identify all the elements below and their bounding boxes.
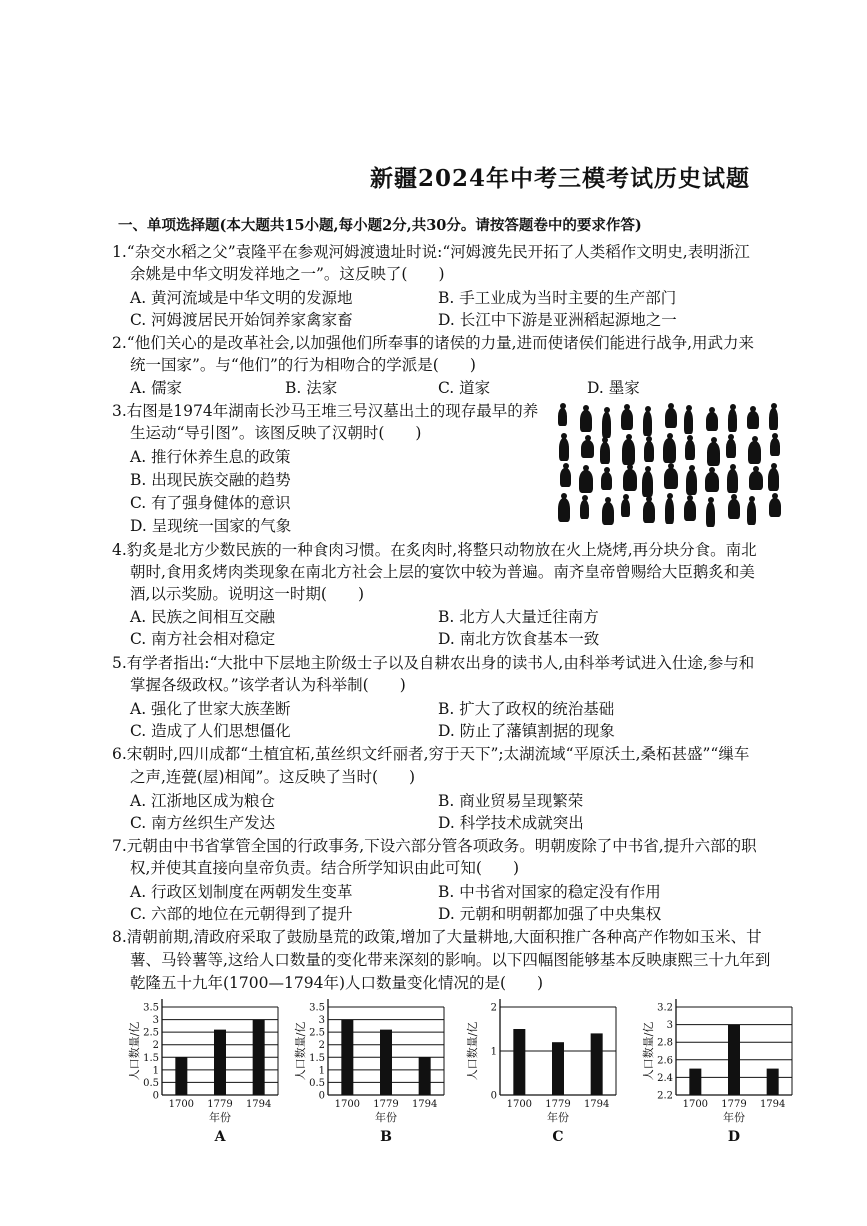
daoyin-figure-head: [561, 433, 567, 439]
daoyin-figure-head: [646, 436, 652, 442]
y-tick-label: 1.5: [309, 1052, 325, 1064]
daoyin-figure: [643, 501, 655, 523]
daoyin-figure: [642, 471, 653, 497]
question-3-option-b: B. 出现民族交融的趋势: [130, 471, 291, 489]
daoyin-figure: [770, 438, 780, 456]
daoyin-figure-head: [708, 497, 714, 503]
daoyin-figure-head: [709, 467, 715, 473]
daoyin-figure: [580, 500, 589, 519]
y-tick-label: 3: [318, 1015, 325, 1027]
bar: [728, 1025, 740, 1095]
question-4-line-3: 酒,以示奖励。说明这一时期( ): [130, 585, 365, 603]
question-6-option-b: B. 商业贸易呈现繁荣: [438, 792, 584, 810]
daoyin-figure: [663, 438, 676, 463]
y-tick-label: 2.5: [143, 1027, 159, 1039]
daoyin-figure: [728, 409, 737, 432]
question-3-option-d: D. 呈现统一国家的气象: [130, 517, 292, 535]
population-chart-d: [644, 995, 804, 1145]
question-3-option-c: C. 有了强身健体的意识: [130, 494, 291, 512]
y-tick-label: 3.5: [309, 1002, 325, 1014]
x-tick-label: 1779: [207, 1099, 233, 1110]
y-tick-label: 1: [490, 1046, 497, 1058]
daoyin-figure: [705, 472, 719, 492]
y-axis-label: 人口数量/亿: [128, 1021, 141, 1081]
question-5-option-b: B. 扩大了政权的统治基础: [438, 700, 615, 718]
daoyin-figure-head: [689, 465, 695, 471]
daoyin-figure-head: [753, 466, 759, 472]
question-2-option-b: B. 法家: [285, 379, 338, 397]
daoyin-figure: [769, 498, 781, 517]
y-tick-label: 0: [152, 1090, 159, 1102]
daoyin-figure-head: [668, 463, 674, 469]
x-tick-label: 1794: [759, 1099, 786, 1110]
question-6-option-a: A. 江浙地区成为粮仓: [130, 792, 276, 810]
daoyin-figure-head: [645, 466, 651, 472]
daoyin-figure-head: [752, 436, 758, 442]
y-tick-label: 2.8: [657, 1037, 673, 1049]
question-4-line-1: 4.豹炙是北方少数民族的一种食肉习惯。在炙肉时,将整只动物放在火上烧烤,再分块分食。南北: [112, 541, 757, 559]
x-axis-label: 年份: [375, 1111, 397, 1124]
question-2-option-d: D. 墨家: [587, 379, 640, 397]
y-tick-label: 3.5: [143, 1002, 159, 1014]
daoyin-figure-head: [627, 464, 633, 470]
question-3-line-1: 3.右图是1974年湖南长沙马王堆三号汉墓出土的现存最早的养: [112, 402, 539, 420]
daoyin-figure: [747, 411, 759, 429]
y-tick-label: 1: [318, 1065, 325, 1077]
x-axis-label: 年份: [209, 1111, 231, 1124]
daoyin-figure: [558, 408, 567, 426]
question-5-option-a: A. 强化了世家大族垄断: [130, 700, 291, 718]
daoyin-figure: [621, 409, 633, 430]
daoyin-figure: [685, 440, 695, 460]
population-chart-a: [130, 995, 290, 1145]
bar: [767, 1069, 779, 1095]
daoyin-figure-head: [626, 434, 632, 440]
bar: [552, 1042, 564, 1095]
question-2-option-c: C. 道家: [438, 379, 491, 397]
daoyin-figure-head: [731, 494, 737, 500]
question-6-line-2: 之声,连甍(屋)相闻”。这反映了当时( ): [130, 768, 416, 786]
daoyin-figure: [600, 442, 610, 464]
y-tick-label: 2.5: [309, 1027, 325, 1039]
chart-option-label: B: [380, 1129, 392, 1145]
daoyin-figure-head: [605, 497, 611, 503]
daoyin-figure: [727, 469, 738, 493]
y-tick-label: 3.2: [657, 1002, 673, 1014]
population-chart-c: [468, 995, 628, 1145]
page-title: 新疆2024年中考三模考试历史试题: [370, 165, 751, 192]
daoyin-figure-head: [668, 403, 674, 409]
daoyin-figure-head: [711, 437, 717, 443]
question-8-line-3: 乾隆五十九年(1700—1794年)人口数量变化情况的是( ): [130, 974, 544, 992]
daoyin-figure: [684, 410, 693, 434]
section-heading: 一、单项选择题(本大题共15小题,每小题2分,共30分。请按答题卷中的要求作答): [118, 217, 642, 234]
daoyin-figure-head: [771, 463, 777, 469]
bar: [253, 1020, 265, 1095]
daoyin-figure: [728, 499, 740, 519]
daoyin-figure: [664, 468, 678, 489]
x-tick-label: 1700: [168, 1099, 195, 1110]
y-tick-label: 2.6: [657, 1055, 673, 1067]
x-tick-label: 1779: [545, 1099, 571, 1110]
daoyin-figure: [686, 470, 697, 495]
daoyin-figure-head: [563, 463, 569, 469]
question-8-line-2: 薯、马铃薯等,这给人口数量的变化带来深刻的影响。以下四幅图能够基本反映康熙三十九年到: [130, 951, 771, 969]
question-6-option-d: D. 科学技术成就突出: [438, 814, 584, 832]
daoyin-figure-head: [645, 406, 651, 412]
daoyin-figure-head: [749, 496, 755, 502]
chart-option-label: D: [727, 1129, 741, 1145]
y-axis-label: 人口数量/亿: [466, 1021, 479, 1081]
daoyin-figure: [747, 501, 756, 525]
question-1-option-d: D. 长江中下游是亚洲稻起源地之一: [438, 311, 677, 329]
question-7-option-b: B. 中书省对国家的稳定没有作用: [438, 883, 661, 901]
question-6-line-1: 6.宋朝时,四川成都“土植宜柘,茧丝织文纤丽者,穷于天下”;太湖流域“平原沃土,桑柘甚盛”“缫车: [112, 745, 750, 763]
chart-option-label: A: [214, 1129, 226, 1145]
question-7-option-a: A. 行政区划制度在两朝发生变革: [130, 883, 353, 901]
bar: [513, 1029, 525, 1095]
question-7-line-1: 7.元朝由中书省掌管全国的行政事务,下设六部分管各项政务。明朝废除了中书省,提升六部的职: [112, 837, 757, 855]
daoyin-figure-head: [772, 493, 778, 499]
y-tick-label: 0.5: [143, 1077, 159, 1089]
daoyin-figure: [580, 410, 592, 432]
question-3-line-2: 生运动“导引图”。该图反映了汉朝时( ): [130, 424, 422, 442]
question-7-option-c: C. 六部的地位在元朝得到了提升: [130, 905, 353, 923]
daoyin-figure-head: [667, 433, 673, 439]
daoyin-figure-head: [750, 406, 756, 412]
daoyin-figure: [644, 441, 654, 462]
bar: [214, 1030, 226, 1095]
bar: [175, 1057, 187, 1095]
y-tick-label: 2.4: [657, 1072, 673, 1084]
question-4-option-c: C. 南方社会相对稳定: [130, 630, 276, 648]
y-tick-label: 2: [152, 1040, 159, 1052]
y-tick-label: 0: [490, 1090, 497, 1102]
daoyin-figure-head: [561, 493, 567, 499]
daoyin-figure: [622, 439, 635, 465]
daoyin-figure: [623, 469, 637, 491]
daoyin-figure: [621, 499, 630, 517]
daoyin-figure-head: [646, 496, 652, 502]
question-2-line-2: 统一国家”。与“他们”的行为相吻合的学派是( ): [130, 356, 476, 374]
daoyin-figure: [602, 502, 614, 525]
daoyin-figure-head: [730, 404, 736, 410]
daoyin-figure-head: [583, 465, 589, 471]
x-tick-label: 1779: [721, 1099, 747, 1110]
question-7-line-2: 权,并使其直接向皇帝负责。结合所学知识由此可知( ): [130, 859, 520, 877]
daoyin-figure-head: [623, 494, 629, 500]
daoyin-figure: [665, 498, 674, 524]
question-1-line-1: 1.“杂交水稻之父”袁隆平在参观河姆渡遗址时说:“河姆渡先民开拓了人类稻作文明史,表明浙江: [112, 243, 750, 261]
population-chart-b: [296, 995, 456, 1145]
question-2-line-1: 2.“他们关心的是改革社会,以加强他们所奉事的诸侯的力量,进而使诸侯们能进行战争,用武力来: [112, 334, 754, 352]
question-1-line-2: 余姚是中华文明发祥地之一”。这反映了( ): [130, 265, 445, 283]
question-2-option-a: A. 儒家: [130, 379, 183, 397]
question-5-option-c: C. 造成了人们思想僵化: [130, 722, 291, 740]
daoyin-figure-head: [687, 495, 693, 501]
daoyin-figure-head: [772, 433, 778, 439]
question-4-line-2: 朝时,食用炙烤肉类现象在南北方社会上层的宴饮中较为普遍。南齐皇帝曾赐给大臣鹅炙和美: [130, 563, 755, 581]
question-5-line-1: 5.有学者指出:“大批中下层地主阶级士子以及自耕农出身的读书人,由科举考试进入仕途,参与和: [112, 654, 755, 672]
y-tick-label: 3: [666, 1020, 673, 1032]
daoyin-figure: [579, 470, 593, 493]
y-tick-label: 2: [318, 1040, 325, 1052]
y-tick-label: 1.5: [143, 1052, 159, 1064]
y-tick-label: 2.2: [657, 1090, 673, 1102]
bar: [689, 1069, 701, 1095]
daoyin-figure-head: [730, 464, 736, 470]
x-tick-label: 1700: [334, 1099, 361, 1110]
daoyin-figure: [748, 441, 761, 464]
question-4-option-d: D. 南北方饮食基本一致: [438, 630, 600, 648]
daoyin-figure-head: [604, 467, 610, 473]
bar: [591, 1033, 603, 1095]
daoyin-figure-head: [583, 405, 589, 411]
x-tick-label: 1700: [506, 1099, 533, 1110]
y-tick-label: 1: [152, 1065, 159, 1077]
daoyin-figure-head: [667, 493, 673, 499]
daoyin-figure-head: [709, 407, 715, 413]
bar: [341, 1020, 353, 1095]
x-tick-label: 1794: [245, 1099, 272, 1110]
daoyin-figure-head: [582, 495, 588, 501]
question-5-line-2: 掌握各级政权。”该学者认为科举制( ): [130, 676, 406, 694]
daoyin-figure: [684, 500, 696, 521]
daoyin-figure-head: [686, 405, 692, 411]
x-tick-label: 1794: [411, 1099, 438, 1110]
daoyin-figure-head: [687, 435, 693, 441]
daoyin-figure-head: [728, 434, 734, 440]
daoyin-figure-head: [624, 404, 630, 410]
bar: [419, 1057, 431, 1095]
y-tick-label: 3: [152, 1015, 159, 1027]
question-1-option-b: B. 手工业成为当时主要的生产部门: [438, 289, 677, 307]
x-tick-label: 1794: [583, 1099, 610, 1110]
x-axis-label: 年份: [723, 1111, 745, 1124]
question-7-option-d: D. 元朝和明朝都加强了中央集权: [438, 905, 662, 923]
daoyin-figure: [726, 439, 736, 458]
y-tick-label: 0.5: [309, 1077, 325, 1089]
daoyin-figure-head: [771, 403, 777, 409]
daoyin-figure: [769, 408, 778, 430]
question-8-line-1: 8.清朝前期,清政府采取了鼓励垦荒的政策,增加了大量耕地,大面积推广各种高产作物如玉米、甘: [112, 928, 762, 946]
daoyin-figure: [749, 471, 763, 490]
bar: [380, 1030, 392, 1095]
daoyin-figure: [665, 408, 677, 428]
question-4-option-b: B. 北方人大量迁往南方: [438, 608, 599, 626]
daoyin-figure: [706, 412, 718, 431]
daoyin-figure: [581, 440, 594, 458]
y-axis-label: 人口数量/亿: [294, 1021, 307, 1081]
x-axis-label: 年份: [547, 1111, 569, 1124]
daoyin-figure-head: [585, 435, 591, 441]
daoyin-figure-head: [602, 437, 608, 443]
daoyin-figure: [559, 438, 569, 461]
question-1-option-c: C. 河姆渡居民开始饲养家禽家畜: [130, 311, 353, 329]
question-4-option-a: A. 民族之间相互交融: [130, 608, 276, 626]
chart-option-label: C: [552, 1129, 564, 1145]
daoyin-figure: [560, 468, 571, 487]
daoyin-figure: [706, 502, 715, 527]
daoyin-figure-head: [560, 403, 566, 409]
daoyin-figure: [602, 412, 611, 438]
y-axis-label: 人口数量/亿: [642, 1021, 655, 1081]
question-3-option-a: A. 推行休养生息的政策: [130, 448, 291, 466]
daoyin-figure: [643, 411, 652, 436]
daoyin-figure: [601, 472, 612, 490]
daoyin-tu-image: [554, 404, 790, 530]
question-6-option-c: C. 南方丝织生产发达: [130, 814, 276, 832]
question-1-option-a: A. 黄河流域是中华文明的发源地: [130, 289, 353, 307]
y-tick-label: 2: [490, 1002, 497, 1014]
daoyin-figure: [707, 442, 720, 466]
daoyin-figure-head: [604, 407, 610, 413]
daoyin-figure: [768, 468, 779, 491]
question-5-option-d: D. 防止了藩镇割据的现象: [438, 722, 615, 740]
y-tick-label: 0: [318, 1090, 325, 1102]
x-tick-label: 1700: [682, 1099, 709, 1110]
daoyin-figure: [558, 498, 570, 522]
x-tick-label: 1779: [373, 1099, 399, 1110]
